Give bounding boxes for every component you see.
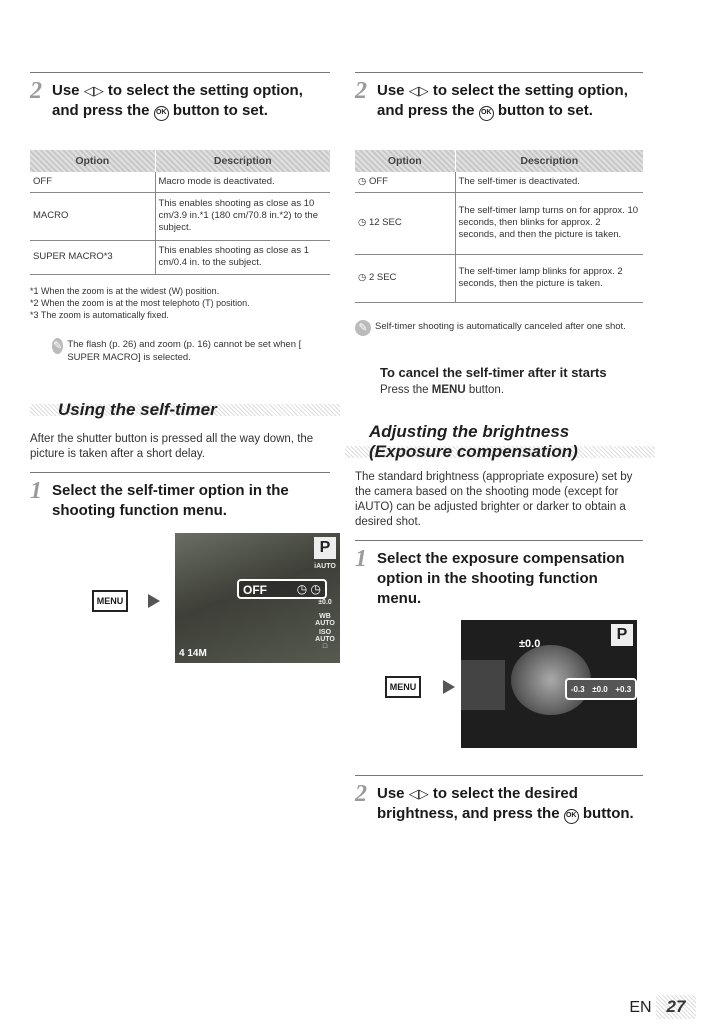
- option-cell: MACRO: [30, 192, 155, 240]
- option-cell: ◷ 12 SEC: [355, 192, 455, 254]
- exposure-option: +0.3: [615, 684, 632, 694]
- exposure-option: ±0.0: [592, 684, 608, 694]
- table-header-description: Description: [155, 150, 330, 172]
- right-step-2b: [355, 775, 643, 824]
- section-title-self-timer: Using the self-timer: [58, 400, 217, 419]
- step-number: 2: [355, 78, 367, 104]
- option-cell: ◷ OFF: [355, 172, 455, 192]
- flash-tip: ✎ The flash (p. 26) and zoom (p. 16) cannot be set when [ SUPER MACRO] is selected.: [53, 339, 302, 363]
- description-cell: Macro mode is deactivated.: [155, 172, 330, 192]
- arrow-keys-icon: ◁▷: [83, 83, 104, 98]
- note-icon: ✎: [53, 340, 63, 352]
- step-instruction: Select the exposure compensation option in the shooting function menu.: [377, 550, 625, 607]
- language-label: EN: [629, 999, 652, 1016]
- arrow-keys-icon: ◁▷: [408, 786, 429, 801]
- description-cell: The self-timer lamp blinks for approx. 2 seconds, then the picture is taken.: [455, 254, 643, 302]
- side-item: WB AUTO: [315, 613, 335, 627]
- side-item: ±0.0: [318, 599, 332, 606]
- exposure-option: -0.3: [570, 684, 585, 694]
- ok-button-icon: OK: [154, 106, 169, 121]
- table-row: [355, 172, 643, 192]
- step-number: 1: [30, 478, 42, 504]
- exposure-intro: The standard brightness (appropriate exposure) set by the camera based on the shooting mode (except for iAUTO) can be adjusted brighter or darker to obtain a desired shot.: [355, 471, 633, 528]
- page-number: 27: [656, 995, 696, 1019]
- section-title-exposure: (Exposure compensation): [369, 442, 578, 461]
- table-row: [30, 240, 330, 274]
- table-row: [355, 254, 643, 302]
- table-row: [30, 192, 330, 240]
- cancel-instruction: Press the MENU button.: [380, 384, 505, 396]
- description-cell: This enables shooting as close as 10 cm/3.9 in.*1 (180 cm/70.8 in.*2) to the subject.: [155, 192, 330, 240]
- cancel-heading: To cancel the self-timer after it starts: [380, 365, 607, 380]
- arrow-keys-icon: ◁▷: [408, 83, 429, 98]
- footnote: *1 When the zoom is at the widest (W) position.: [30, 286, 220, 296]
- description-cell: This enables shooting as close as 1 cm/0.4 in. to the subject.: [155, 240, 330, 274]
- table-row: [30, 172, 330, 192]
- preview-thumb-left: [461, 660, 505, 710]
- right-step-2: [355, 72, 643, 121]
- exposure-value: ±0.0: [519, 638, 541, 650]
- step-number: 2: [30, 78, 42, 104]
- self-timer-intro: After the shutter button is pressed all the way down, the picture is taken after a short delay.: [30, 433, 314, 460]
- footnote: *2 When the zoom is at the most telephoto (T) position.: [30, 298, 250, 308]
- footnote: *3 The zoom is automatically fixed.: [30, 310, 169, 320]
- self-timer-off: OFF: [243, 583, 267, 597]
- page-footer: [629, 995, 696, 1019]
- ok-button-icon: OK: [564, 809, 579, 824]
- note-icon: ✎: [355, 320, 371, 336]
- right-arrow-icon: [146, 592, 162, 610]
- ok-button-icon: OK: [479, 106, 494, 121]
- option-cell: OFF: [30, 172, 155, 192]
- right-arrow-icon: [441, 678, 457, 696]
- shooting-mode-p: P: [611, 624, 633, 646]
- exposure-selector: [565, 678, 637, 700]
- left-step-1: [30, 472, 330, 521]
- shooting-mode-p: P: [314, 537, 336, 559]
- side-item: iAUTO: [314, 563, 336, 570]
- table-header-description: Description: [455, 150, 643, 172]
- right-step-1: [355, 540, 643, 609]
- step-number: 2: [355, 781, 367, 807]
- step-instruction: Use ◁▷ to select the desired brightness, and press the OK button.: [377, 785, 634, 822]
- table-row: [355, 192, 643, 254]
- camera-screen-self-timer: [175, 533, 340, 663]
- menu-button-icon: MENU: [385, 676, 421, 698]
- left-step-2: [30, 72, 330, 121]
- table-header-option: Option: [30, 150, 155, 172]
- table-header-option: Option: [355, 150, 455, 172]
- section-title-brightness: Adjusting the brightness: [369, 422, 570, 441]
- image-count: 4 14M: [179, 648, 207, 659]
- option-cell: SUPER MACRO*3: [30, 240, 155, 274]
- footnotes: [30, 285, 330, 321]
- description-cell: The self-timer is deactivated.: [455, 172, 643, 192]
- self-timer-options-table: [355, 150, 643, 303]
- side-item: ISO AUTO: [315, 629, 335, 643]
- description-cell: The self-timer lamp turns on for approx. 10 seconds, then blinks for approx. 2 seconds, and then the picture is taken.: [455, 192, 643, 254]
- macro-options-table: [30, 150, 330, 275]
- step-instruction: Use ◁▷ to select the setting option, and press the OK button to set.: [377, 82, 628, 119]
- option-cell: ◷ 2 SEC: [355, 254, 455, 302]
- timer-icon: ◷ ◷: [296, 582, 321, 596]
- self-timer-selector: [237, 579, 327, 599]
- step-number: 1: [355, 546, 367, 572]
- camera-screen-exposure: [461, 620, 637, 748]
- step-instruction: Select the self-timer option in the shooting function menu.: [52, 482, 289, 519]
- self-timer-tip: ✎ Self-timer shooting is automatically canceled after one shot.: [355, 320, 643, 336]
- step-instruction: Use ◁▷ to select the setting option, and press the OK button to set.: [52, 82, 303, 119]
- side-item: □: [322, 643, 328, 650]
- menu-button-icon: MENU: [92, 590, 128, 612]
